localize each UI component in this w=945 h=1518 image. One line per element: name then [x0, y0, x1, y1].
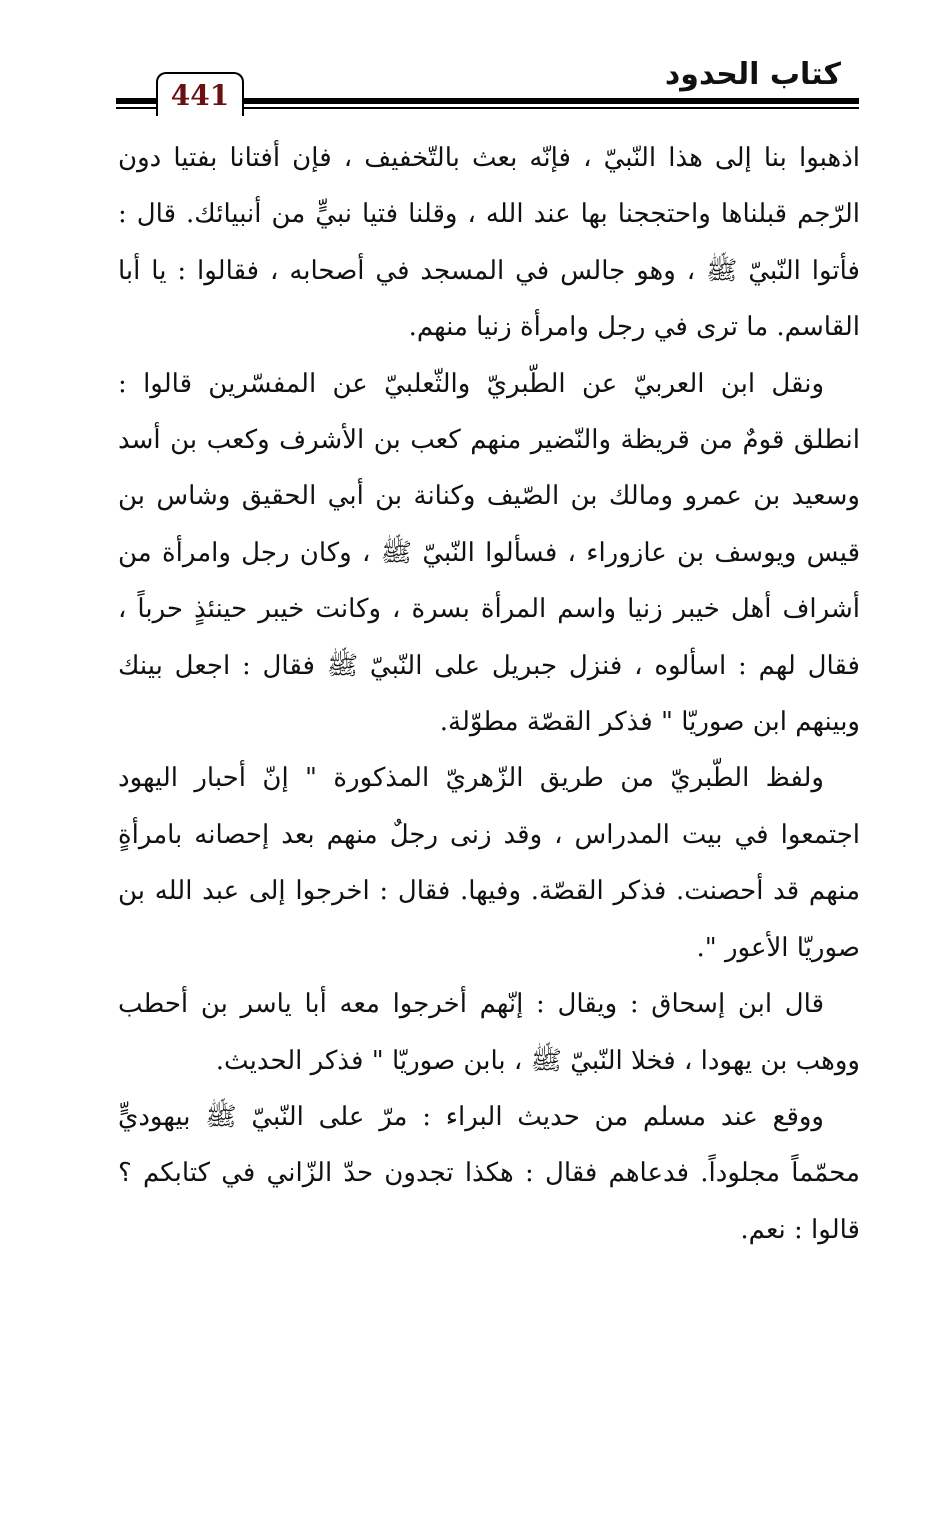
- paragraph-1: اذهبوا بنا إلى هذا النّبيّ ، فإنّه بعث بالتّخفيف ، فإن أفتانا بفتيا دون الرّجم قبلناها واحتججنا بها عند الله ، وقلنا فتيا نبيٍّ من أنبيائك. قال : فأتوا النّبيّ ﷺ ، وهو جالس في المسجد في أصحابه ، فقالوا : يا أبا القاسم. ما ترى في رجل وامرأة زنيا منهم.: [118, 143, 860, 343]
- paragraph-4: قال ابن إسحاق : ويقال : إنّهم أخرجوا معه أبا ياسر بن أحطب ووهب بن يهودا ، فخلا النّبيّ ﷺ ، بابن صوريّا " فذكر الحديث.: [118, 989, 860, 1076]
- paragraph-3: ولفظ الطّبريّ من طريق الزّهريّ المذكورة " إنّ أحبار اليهود اجتمعوا في بيت المدراس ، وقد زنى رجلٌ منهم بعد إحصانه بامرأةٍ منهم قد أحصنت. فذكر القصّة. وفيها. فقال : اخرجوا إلى عبد الله بن صوريّا الأعور ".: [118, 763, 860, 963]
- page-number: 441: [156, 72, 244, 116]
- page-header: [0, 0, 945, 130]
- paragraph-5: ووقع عند مسلم من حديث البراء : مرّ على النّبيّ ﷺ بيهوديٍّ محمّماً مجلوداً. فدعاهم فقال : هكذا تجدون حدّ الزّاني في كتابكم ؟ قالوا : نعم.: [118, 1101, 860, 1245]
- page-body: [118, 130, 860, 1258]
- book-title: كتاب الحدود: [664, 57, 841, 92]
- paragraph-2: ونقل ابن العربيّ عن الطّبريّ والثّعلبيّ عن المفسّرين قالوا : انطلق قومٌ من قريظة والنّضير منهم كعب بن الأشرف وكعب بن أسد وسعيد بن عمرو ومالك بن الصّيف وكنانة بن أبي الحقيق وشاس بن قيس ويوسف بن عازوراء ، فسألوا النّبيّ ﷺ ، وكان رجل وامرأة من أشراف أهل خيبر زنيا واسم المرأة بسرة ، وكانت خيبر حينئذٍ حرباً ، فقال لهم : اسألوه ، فنزل جبريل على النّبيّ ﷺ فقال : اجعل بينك وبينهم ابن صوريّا " فذكر القصّة مطوّلة.: [118, 368, 860, 738]
